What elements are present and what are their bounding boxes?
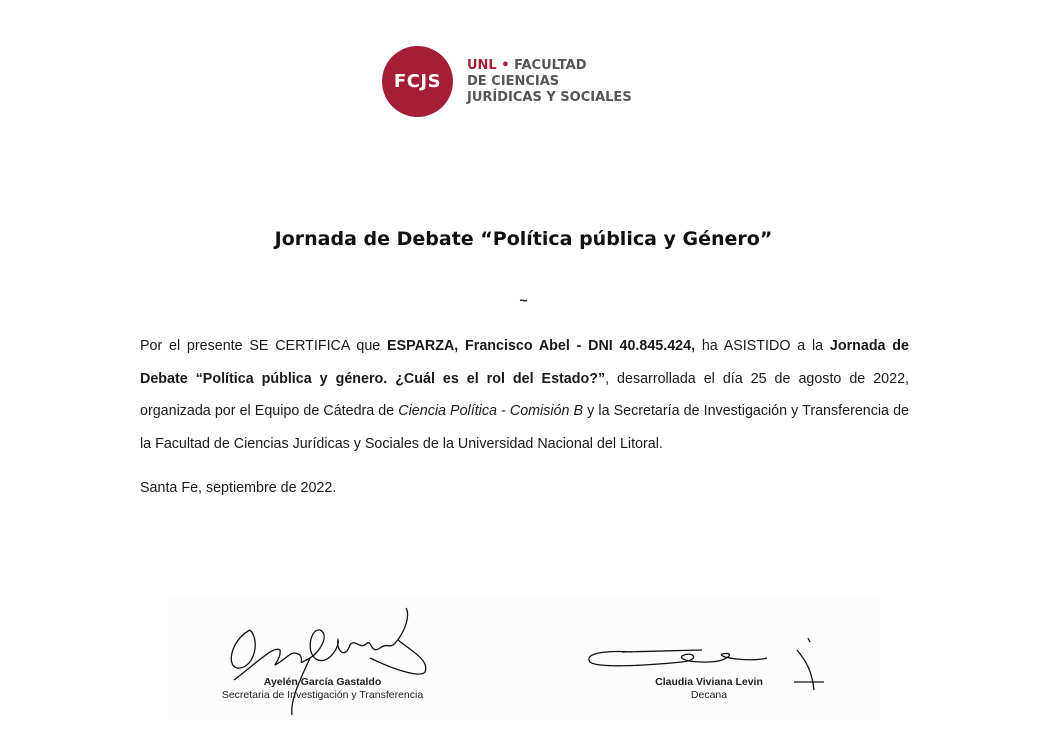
body-attended: ha ASISTIDO a la (695, 338, 830, 354)
signatory-2-name: Claudia Viviana Levin (655, 676, 763, 688)
logo-separator: • (501, 57, 510, 73)
title-ornament: ~ (519, 292, 528, 308)
place-date: Santa Fe, septiembre de 2022. (140, 480, 337, 496)
signatory-2-role: Decana (690, 689, 728, 701)
logo-unl: UNL (467, 57, 497, 73)
certificate-body (140, 330, 909, 461)
logo-badge: FCJS (382, 46, 453, 117)
signatory-1-name: Ayelén García Gastaldo (263, 676, 382, 688)
signatory-1-role: Secretaria de Investigación y Transferencia (221, 689, 424, 701)
event-name: Jornada de Debate “Política pública y género. ¿Cuál es el rol del Estado?” (140, 338, 909, 387)
course-name: Ciencia Política - Comisión B (398, 403, 584, 420)
logo-line3: JURÍDICAS Y SOCIALES (467, 89, 632, 105)
signature-2 (604, 676, 814, 702)
logo-wordmark (467, 58, 632, 106)
faculty-logo (382, 46, 632, 117)
signature-1-scribble (220, 600, 440, 720)
body-details: , desarrollada el día 25 de agosto de 2022, organizada por el Equipo de Cátedra de (140, 370, 910, 420)
attendee-name: ESPARZA, Francisco Abel - DNI 40.845.424, (387, 338, 696, 354)
signature-1 (190, 676, 455, 702)
body-closing: y la Secretaría de Investigación y Transferencia de la Facultad de Ciencias Jurídicas y Sociales de la Universidad Nacional del Litoral. (140, 403, 909, 453)
logo-facultad: FACULTAD (514, 57, 587, 73)
logo-line2: DE CIENCIAS (467, 73, 560, 89)
body-intro: Por el presente SE CERTIFICA que (140, 338, 388, 354)
certificate-title: Jornada de Debate “Política pública y Género” (274, 228, 773, 250)
